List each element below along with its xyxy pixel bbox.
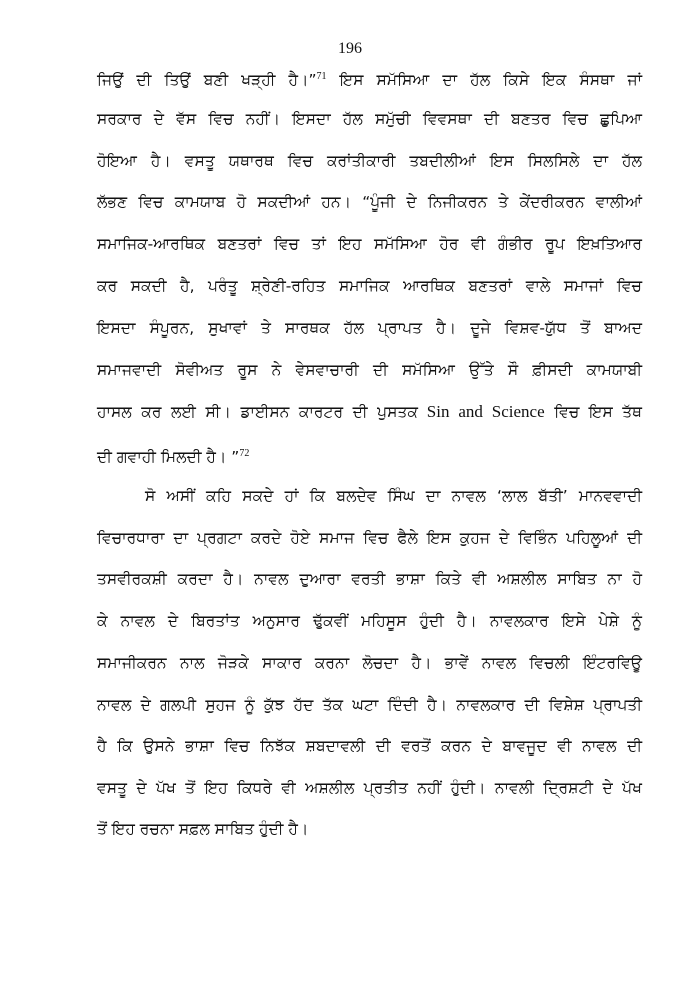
text-line <box>97 568 642 590</box>
footnote-ref: 71 <box>316 71 327 82</box>
line-text: ਲੱਭਣ ਵਿਚ ਕਾਮਯਾਬ ਹੋ ਸਕਦੀਆਂ ਹਨ। “ਪੂੰਜੀ ਦੇ ਨਿਜੀਕਰਨ ਤੇ ਕੇਂਦਰੀਕਰਨ ਵਾਲੀਆਂ <box>97 193 642 211</box>
text-line <box>145 485 642 507</box>
text-line <box>97 233 642 255</box>
text-line <box>97 610 642 632</box>
line-text: ਜਿਉਂ ਦੀ ਤਿਉਂ ਬਣੀ ਖੜ੍ਹੀ ਹੈ।” <box>97 71 317 89</box>
line-text: ਵਿਚਾਰਧਾਰਾ ਦਾ ਪ੍ਰਗਟਾ ਕਰਦੇ ਹੋਏ ਸਮਾਜ ਵਿਚ ਫੈਲੇ ਇਸ ਕੁਹਜ ਦੇ ਵਿਭਿੰਨ ਪਹਿਲੂਆਂ ਦੀ <box>97 529 642 547</box>
line-text: ਤਸਵੀਰਕਸ਼ੀ ਕਰਦਾ ਹੈ। ਨਾਵਲ ਦੁਆਰਾ ਵਰਤੀ ਭਾਸ਼ਾ ਕਿਤੇ ਵੀ ਅਸ਼ਲੀਲ ਸਾਬਿਤ ਨਾ ਹੋ <box>97 570 642 588</box>
line-text: ਵਸਤੂ ਦੇ ਪੱਖ ਤੋਂ ਇਹ ਕਿਧਰੇ ਵੀ ਅਸ਼ਲੀਲ ਪ੍ਰਤੀਤ ਨਹੀਂ ਹੁੰਦੀ। ਨਾਵਲੀ ਦ੍ਰਿਸ਼ਟੀ ਦੇ ਪੱਖ <box>97 779 642 797</box>
text-line <box>97 275 642 297</box>
text-line <box>97 818 642 840</box>
line-text: ਸਮਾਜੀਕਰਨ ਨਾਲ ਜੋੜਕੇ ਸਾਕਾਰ ਕਰਨਾ ਲੋਚਦਾ ਹੈ। ਭਾਵੇਂ ਨਾਵਲ ਵਿਚਲੀ ਇੰਟਰਵਿਊ <box>97 654 642 672</box>
page-number: 196 <box>338 40 362 57</box>
text-line <box>97 652 642 674</box>
line-text: ਹੈ ਕਿ ਉਸਨੇ ਭਾਸ਼ਾ ਵਿਚ ਨਿਝੱਕ ਸ਼ਬਦਾਵਲੀ ਦੀ ਵਰਤੋਂ ਕਰਨ ਦੇ ਬਾਵਜੂਦ ਵੀ ਨਾਵਲ ਦੀ <box>97 737 642 755</box>
text-line <box>97 317 642 339</box>
text-line <box>97 108 642 130</box>
line-text: ਦੀ ਗਵਾਹੀ ਮਿਲਦੀ ਹੈ। ” <box>97 448 240 466</box>
text-line <box>97 191 642 213</box>
line-text: ਸਮਾਜਵਾਦੀ ਸੋਵੀਅਤ ਰੂਸ ਨੇ ਵੇਸਵਾਚਾਰੀ ਦੀ ਸਮੱਸਿਆ ਉੱਤੇ ਸੌ ਫ਼ੀਸਦੀ ਕਾਮਯਾਬੀ <box>97 361 642 379</box>
line-text: ਤੋਂ ਇਹ ਰਚਨਾ ਸਫ਼ਲ ਸਾਬਿਤ ਹੁੰਦੀ ਹੈ। <box>97 820 309 838</box>
text-line <box>97 359 642 381</box>
text-line <box>97 735 642 757</box>
text-line <box>97 401 642 423</box>
text-line <box>97 150 642 172</box>
line-text: ਸੋ ਅਸੀਂ ਕਹਿ ਸਕਦੇ ਹਾਂ ਕਿ ਬਲਦੇਵ ਸਿੰਘ ਦਾ ਨਾਵਲ ‘ਲਾਲ ਬੱਤੀ’ ਮਾਨਵਵਾਦੀ <box>145 487 642 505</box>
book-title: Sin and Science <box>417 402 545 421</box>
line-text: ਕਰ ਸਕਦੀ ਹੈ, ਪਰੰਤੂ ਸ਼੍ਰੇਣੀ-ਰਹਿਤ ਸਮਾਜਿਕ ਆਰਥਿਕ ਬਣਤਰਾਂ ਵਾਲੇ ਸਮਾਜਾਂ ਵਿਚ <box>97 277 642 295</box>
text-line <box>97 443 642 468</box>
line-text: ਹਾਸਲ ਕਰ ਲਈ ਸੀ। ਡਾਈਸਨ ਕਾਰਟਰ ਦੀ ਪੁਸਤਕ <box>97 403 418 421</box>
line-text: ਕੇ ਨਾਵਲ ਦੇ ਬਿਰਤਾਂਤ ਅਨੁਸਾਰ ਢੁੱਕਵੀਂ ਮਹਿਸੂਸ ਹੁੰਦੀ ਹੈ। ਨਾਵਲਕਾਰ ਇਸੇ ਪੇਸ਼ੇ ਨੂੰ <box>97 612 642 630</box>
text-line <box>97 694 642 716</box>
line-text-continued: ਵਿਚ ਇਸ ਤੱਥ <box>544 403 642 421</box>
line-text: ਹੋਇਆ ਹੈ। ਵਸਤੂ ਯਥਾਰਥ ਵਿਚ ਕਰਾਂਤੀਕਾਰੀ ਤਬਦੀਲੀਆਂ ਇਸ ਸਿਲਸਿਲੇ ਦਾ ਹੱਲ <box>97 152 642 170</box>
line-text: ਸਮਾਜਿਕ-ਆਰਥਿਕ ਬਣਤਰਾਂ ਵਿਚ ਤਾਂ ਇਹ ਸਮੱਸਿਆ ਹੋਰ ਵੀ ਗੰਭੀਰ ਰੂਪ ਇਖ਼ਤਿਆਰ <box>97 235 642 253</box>
line-text: ਸਰਕਾਰ ਦੇ ਵੱਸ ਵਿਚ ਨਹੀਂ। ਇਸਦਾ ਹੱਲ ਸਮੁੱਚੀ ਵਿਵਸਥਾ ਦੀ ਬਣਤਰ ਵਿਚ ਛੁਪਿਆ <box>97 110 642 128</box>
line-text-continued: ਇਸ ਸਮੱਸਿਆ ਦਾ ਹੱਲ ਕਿਸੇ ਇਕ ਸੰਸਥਾ ਜਾਂ <box>326 71 642 89</box>
footnote-ref: 72 <box>239 448 250 459</box>
line-text: ਇਸਦਾ ਸੰਪੂਰਨ, ਸੁਖਾਵਾਂ ਤੇ ਸਾਰਥਕ ਹੱਲ ਪ੍ਰਾਪਤ ਹੈ। ਦੂਜੇ ਵਿਸ਼ਵ-ਯੁੱਧ ਤੋਂ ਬਾਅਦ <box>97 319 642 337</box>
text-line <box>97 66 642 91</box>
text-line <box>97 777 642 799</box>
line-text: ਨਾਵਲ ਦੇ ਗਲਪੀ ਸੁਹਜ ਨੂੰ ਕੁੱਝ ਹੱਦ ਤੱਕ ਘਟਾ ਦਿੰਦੀ ਹੈ। ਨਾਵਲਕਾਰ ਦੀ ਵਿਸ਼ੇਸ਼ ਪ੍ਰਾਪਤੀ <box>97 696 642 714</box>
text-line <box>97 527 642 549</box>
